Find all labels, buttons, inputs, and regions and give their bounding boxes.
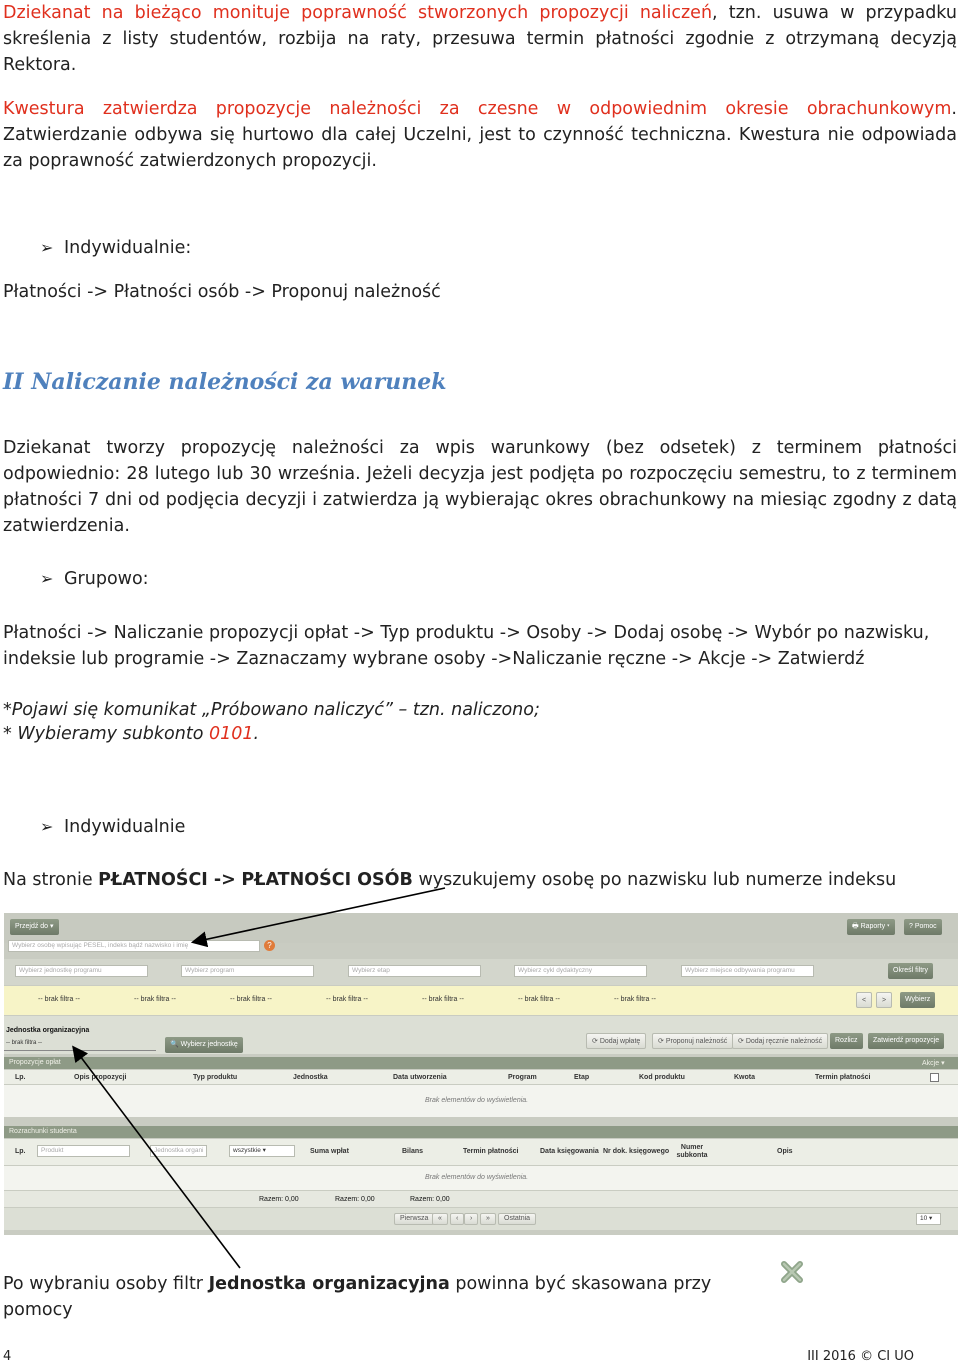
menu-label: Akcje — [922, 1060, 940, 1067]
note-text: * Wybieramy subkonto — [3, 724, 209, 744]
filter-value: -- brak filtra -- — [422, 996, 464, 1003]
button-label: Pomoc — [914, 923, 937, 930]
section-heading: II Naliczanie należności za warunek — [3, 369, 447, 395]
menu-name: PŁATNOŚCI OSÓB — [241, 870, 413, 890]
panel-title: Rozrachunki studenta — [9, 1128, 77, 1135]
note-message: *Pojawi się komunikat „Próbowano naliczyć” – tzn. naliczono; — [3, 700, 540, 720]
org-unit-value: -- brak filtra -- — [6, 1040, 42, 1046]
instruction-text: powinna być skasowana przy pomocy — [3, 1274, 712, 1320]
column-header: Opis propozycji — [74, 1074, 127, 1081]
define-filters-button[interactable]: Określ filtry — [888, 963, 933, 979]
filter-value: -- brak filtra -- — [230, 996, 272, 1003]
prev-prev-icon[interactable]: « — [432, 1213, 448, 1225]
filter-name: Jednostka organizacyjna — [208, 1274, 450, 1294]
column-header: Etap — [574, 1074, 590, 1081]
prev-arrow-icon[interactable]: < — [856, 992, 872, 1008]
column-header: Termin płatności — [463, 1148, 519, 1155]
page-size-select[interactable]: 10 ▾ — [916, 1213, 941, 1225]
total-value: Razem: 0,00 — [335, 1196, 375, 1203]
empty-message: Brak elementów do wyświetlenia. — [425, 1097, 529, 1104]
paragraph-text: , tzn. usuwa w przypadku skreślenia z listy studentów, rozbija na raty, przesuwa termin płatności zgodnie z otrzymaną decyzją Rektora. — [3, 3, 957, 75]
column-header: Lp. — [15, 1074, 26, 1081]
help-icon[interactable]: ? — [264, 940, 275, 951]
filter-value: -- brak filtra -- — [326, 996, 368, 1003]
filter-value: -- brak filtra -- — [134, 996, 176, 1003]
column-header: Lp. — [15, 1148, 26, 1155]
status-select[interactable]: wszystkie ▾ — [229, 1145, 295, 1157]
goto-button[interactable]: Przejdź do ▾ — [10, 919, 59, 935]
choose-button[interactable]: Wybierz — [900, 992, 935, 1008]
column-header: Suma wpłat — [310, 1148, 349, 1155]
settle-button[interactable]: Rozlicz — [830, 1033, 863, 1049]
arrow-to-unit — [74, 1048, 240, 1268]
footer-copyright: III 2016 © CI UO — [807, 1349, 914, 1364]
column-header: Data utworzenia — [393, 1074, 447, 1081]
instruction-text: wyszukujemy osobę po nazwisku lub numerze indeksu — [412, 870, 897, 890]
choose-unit-button[interactable]: 🔍 Wybierz jednostkę — [165, 1037, 243, 1053]
path-individual: Płatności -> Płatności osób -> Proponuj należność — [3, 282, 441, 302]
bullet-label: Grupowo: — [64, 569, 149, 589]
filter-value: -- brak filtra -- — [614, 996, 656, 1003]
instruction-text: Na stronie — [3, 870, 99, 890]
place-select[interactable]: Wybierz miejsce odbywania programu — [681, 965, 814, 977]
propose-charge-button[interactable]: ⟳ Proponuj należność — [652, 1033, 733, 1049]
bottom-instruction — [3, 1271, 783, 1323]
column-header: Jednostka — [293, 1074, 328, 1081]
program-select[interactable]: Wybierz program — [181, 965, 314, 977]
bullet-label: Indywidualnie — [64, 817, 186, 837]
arrow-bullet-icon: ➢ — [40, 569, 54, 588]
button-label: Wybierz jednostkę — [180, 1041, 238, 1048]
panel-title: Propozycje opłat — [9, 1059, 61, 1066]
page-number: 4 — [3, 1349, 12, 1364]
arrow-to-search — [194, 888, 445, 942]
button-label: Proponuj należność — [665, 1038, 728, 1045]
prev-icon[interactable]: ‹ — [450, 1213, 464, 1225]
paragraph-conditional: Dziekanat tworzy propozycję należności za wpis warunkowy (bez odsetek) z terminem płatności odpowiednio: 28 lutego lub 30 września. Jeżeli decyzja jest podjęta po rozpoczęciu semestru, to z terminem płatności 7 dni od podjęcia decyzji i zatwierdza ją wybierając okres obrachunkowy na miesiąc zgodny z datą zatwierdzenia. — [3, 438, 957, 536]
next-arrow-icon[interactable]: > — [876, 992, 892, 1008]
button-label: Dodaj ręcznie należność — [745, 1038, 823, 1045]
subaccount-code: 0101 — [208, 724, 254, 744]
next-icon[interactable]: › — [464, 1213, 478, 1225]
total-value: Razem: 0,00 — [259, 1196, 299, 1203]
bullet-label: Indywidualnie: — [64, 238, 192, 258]
column-header: Kwota — [734, 1074, 755, 1081]
arrow-bullet-icon: ➢ — [40, 238, 54, 257]
menu-name: PŁATNOŚCI -> — [98, 870, 236, 890]
reports-button[interactable]: 🖶 Raporty ▾ — [847, 919, 895, 935]
clear-filter-icon — [779, 1259, 805, 1285]
empty-message: Brak elementów do wyświetlenia. — [425, 1174, 529, 1181]
first-page-button[interactable]: Pierwsza — [394, 1213, 434, 1225]
select-value: 10 — [920, 1215, 928, 1222]
unit-filter-input[interactable]: Jednostka organi — [150, 1145, 207, 1157]
paragraph-text: . Zatwierdzanie odbywa się hurtowo dla całej Uczelni, jest to czynność techniczna. Kwestura nie odpowiada za poprawność zatwierdzonych propozycji. — [3, 99, 957, 171]
add-manual-charge-button[interactable]: ⟳ Dodaj ręcznie należność — [732, 1033, 828, 1049]
note-text: . — [253, 724, 260, 744]
filter-value: -- brak filtra -- — [38, 996, 80, 1003]
path-group: Płatności -> Naliczanie propozycji opłat -> Typ produktu -> Osoby -> Dodaj osobę -> Wybór po nazwisku, indeksie lub programie -> Zaznaczamy wybrane osoby ->Naliczanie ręczne -> Akcje -> Zatwierdź — [3, 623, 930, 669]
column-header: Kod produktu — [639, 1074, 685, 1081]
button-label: Przejdź do — [15, 923, 49, 930]
instruction-text: Po wybraniu osoby filtr — [3, 1274, 209, 1294]
last-page-button[interactable]: Ostatnia — [498, 1213, 536, 1225]
product-filter-input[interactable]: Produkt — [37, 1145, 130, 1157]
column-header: Numer subkonta — [676, 1144, 708, 1159]
stage-select[interactable]: Wybierz etap — [348, 965, 481, 977]
select-value: wszystkie — [233, 1147, 261, 1154]
help-button[interactable]: ? Pomoc — [904, 919, 942, 935]
column-header: Program — [508, 1074, 537, 1081]
column-header: Bilans — [402, 1148, 424, 1155]
unit-program-select[interactable]: Wybierz jednostkę programu — [15, 965, 148, 977]
column-header: Data księgowania — [540, 1148, 599, 1155]
filter-value: -- brak filtra -- — [518, 996, 560, 1003]
add-payment-button[interactable]: ⟳ Dodaj wpłatę — [586, 1033, 646, 1049]
cycle-select[interactable]: Wybierz cykl dydaktyczny — [514, 965, 647, 977]
highlight-text: Kwestura zatwierdza propozycje należności za czesne w odpowiednim okresie obrachunkowym — [3, 99, 952, 119]
button-label: Raporty — [860, 923, 886, 930]
total-value: Razem: 0,00 — [410, 1196, 450, 1203]
column-header: Termin płatności — [815, 1074, 871, 1081]
org-unit-label: Jednostka organizacyjna — [6, 1027, 90, 1034]
approve-proposals-button[interactable]: Zatwierdź propozycje — [868, 1033, 944, 1049]
column-header: Nr dok. księgowego — [603, 1148, 670, 1155]
highlight-text: Dziekanat na bieżąco monituje poprawność stworzonych propozycji naliczeń — [3, 3, 713, 23]
next-next-icon[interactable]: » — [480, 1213, 496, 1225]
button-label: Dodaj wpłatę — [599, 1038, 641, 1045]
person-search-input[interactable]: Wybierz osobę wpisując PESEL, indeks bądź nazwisko i imię — [8, 940, 260, 952]
actions-menu[interactable]: Akcje ▾ — [922, 1060, 945, 1067]
column-header: Opis — [777, 1148, 793, 1155]
arrow-bullet-icon: ➢ — [40, 817, 54, 836]
column-header: Typ produktu — [193, 1074, 238, 1081]
